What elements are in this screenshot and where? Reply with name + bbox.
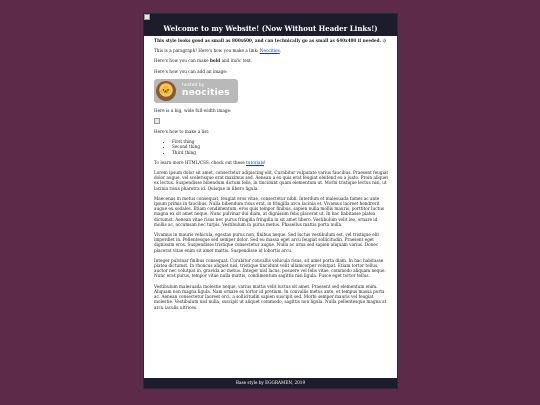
- format-mid: and: [220, 58, 231, 64]
- list-label: Here's how to make a list:: [154, 129, 210, 135]
- footer-credit: Base style by EGGRAMEN, 2019: [235, 380, 306, 385]
- image-label: Here's how you can add an image:: [154, 68, 228, 74]
- banner-bar: [144, 14, 397, 22]
- learn-prefix: To learn more HTML/CSS, check out these: [154, 159, 247, 165]
- italic-text: italic: [230, 58, 242, 64]
- lorem-paragraph: Vivamus in mauris vehicula, egestas purus non, finibus neque. Sed luctus vestibulum est, vel tristique elit imperdiet in. Pellentesque sed semper dolor. Sed eu massa eget arcu feugiat sollicitudin. Praesent eget dignissim eros. Suspendisse tristique consectetur augue. Nulla ac urna sed sapien aliquam varius. Donec placerat vitae enim sit amet mattis. Suspendisse id lobortis arcu.: [154, 232, 380, 253]
- neocities-link[interactable]: Neocities: [259, 48, 280, 54]
- page-container: [143, 13, 398, 389]
- list-item: • Third thing: [172, 150, 390, 155]
- learn-paragraph: [154, 160, 390, 165]
- neocities-cat-icon: 🐱: [156, 81, 176, 101]
- neocities-badge[interactable]: [154, 79, 238, 103]
- format-suffix: text.: [241, 58, 253, 64]
- lorem-paragraph: Vestibulum malesuada molestie neque, varius mattis velit luctus sit amet. Praesent sed elementum enim. Aliquam non magna ligula. Nam ornare ex tortor id pretium. In convallis metus ante, et tempus massa porta ac. Aenean consectetur laoreet orci, a sollicitudin sapien suscipit sed. Morbi semper mauris vel feugiat molestie. Vestibulum nisl nulla, suscipit ut aliquet commodo, sagittis non ligula. Nulla pellentesque magna at arcu iaculis ultrices.: [154, 283, 387, 310]
- badge-text: [182, 83, 230, 98]
- badge-neocities: neocities: [182, 88, 230, 99]
- list-item: • First thing: [172, 139, 390, 144]
- link-paragraph: [154, 48, 390, 53]
- lorem-paragraph: Maecenas in metus consequat, feugiat eros vitae, consectetur nibh. Interdum et malesuada fames ac ante ipsum primis in faucibus. Nulla bibendum risus erat, in fringilla arcu lacinia et. Vivamus laoreet hendrerit augue eu sodales. Etiam condimentum, eros quis tempor finibus, sapien nulla mollis mauris, porttitor luctus magna ex sit amet neque. Nunc pulvinar dui diam, at dignissim felis placerat ut. In hac habitasse platea dictumst. Aenean vitae risus nec purus fringilla fringilla in sit amet libero. Vestibulum velit leo, ornare id mollis ac, accumsan nec turpis. Vestibulum in purus metus. Phasellus mattis porta nulla.: [154, 195, 385, 227]
- link-paragraph-suffix: .: [279, 48, 282, 54]
- lorem-paragraph: Lorem ipsum dolor sit amet, consectetur adipiscing elit. Curabitur vulputate varius faucibus. Praesent feugiat dolor augue, vel scelerisque erat maximus sed. Aenean a ex quis erat feugiat eleifend eu a justo. Proin aliquet ex lectus. Suspendisse bibendum dictum felis, in tincidunt quam elementum ut. Morbi tristique lectus nisi, ut lacinia risus pharetra id. Quisque in libero ligula.: [154, 170, 389, 191]
- badge-hosted-by: hosted by: [182, 83, 205, 89]
- tutorials-link[interactable]: tutorials: [246, 159, 264, 165]
- size-note: This style looks good as small as 800x600, and can technically go as small as 640x480 if needed. :): [154, 38, 386, 43]
- example-list: [154, 139, 390, 155]
- page-footer: [144, 378, 397, 388]
- link-paragraph-text: This is a paragraph! Here's how you make a link:: [154, 48, 260, 54]
- bold-text: bold: [209, 58, 221, 64]
- list-item: • Second thing: [172, 144, 390, 149]
- learn-suffix: !: [263, 159, 266, 165]
- lorem-paragraph: Integer pulvinar finibus consequat. Curabitur convallis vehicula risus, sit amet porta diam. In hac habitasse platea dictumst. In rhoncus aliquet nisl, tristique tincidunt velit ullamcorper volutpat. Etiam tortor tellus, auctor nec volutpat in, gravida ac metus. Integer nisl lacus, posuere vel felis vitae, commodo aliquam neque. Nunc erat purus, tempor vitae nulla mattis, condimentum sagittis nisi ligula. Fusce eget tortor tellus.: [154, 257, 386, 279]
- page-title: Welcome to my Website! (Now Without Header Links!): [163, 24, 378, 33]
- main-content: [154, 38, 390, 315]
- broken-image-icon: [144, 14, 150, 20]
- broken-image-icon: [154, 118, 160, 124]
- page-header: [144, 22, 397, 36]
- format-paragraph: [154, 58, 390, 63]
- wide-image-label: Here is a big, wide full-width image:: [154, 107, 232, 113]
- format-prefix: Here's how you can make: [154, 58, 210, 64]
